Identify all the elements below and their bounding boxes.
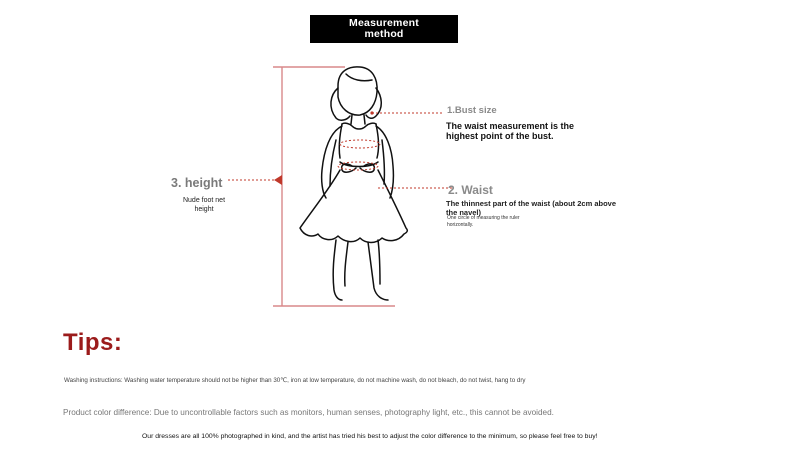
washing-instructions: Washing instructions: Washing water temperature should not be higher than 30℃, iron at low temperature, do not machine wash, do not bleach, do not twist, hang to dry bbox=[64, 377, 526, 384]
tips-heading: Tips: bbox=[63, 329, 123, 356]
waist-description: The thinnest part of the waist (about 2cm above the navel) bbox=[446, 199, 617, 217]
bust-measure-marker bbox=[340, 113, 442, 148]
height-description: Nude foot net height bbox=[182, 197, 226, 213]
bust-pointer-dot bbox=[370, 111, 373, 114]
waist-note: One circle of measuring the ruler horizontally. bbox=[447, 215, 520, 228]
title-line-2: method bbox=[364, 28, 404, 40]
color-difference-note: Product color difference: Due to uncontrollable factors such as monitors, human senses, photography light, etc., this cannot be avoided. bbox=[63, 408, 554, 417]
bust-size-label: 1.Bust size bbox=[447, 105, 497, 116]
bust-size-description: The waist measurement is the highest point of the bust. bbox=[446, 121, 575, 141]
girl-dress-outline-illustration bbox=[300, 67, 407, 300]
title-line-1: Measurement bbox=[349, 17, 419, 29]
waist-label: 2. Waist bbox=[448, 183, 493, 197]
height-label: 3. height bbox=[171, 176, 223, 190]
height-arrow-icon bbox=[274, 175, 282, 185]
photo-disclaimer: Our dresses are all 100% photographed in kind, and the artist has tried his best to adjust the color difference to the minimum, so please feel free to buy! bbox=[142, 433, 598, 440]
